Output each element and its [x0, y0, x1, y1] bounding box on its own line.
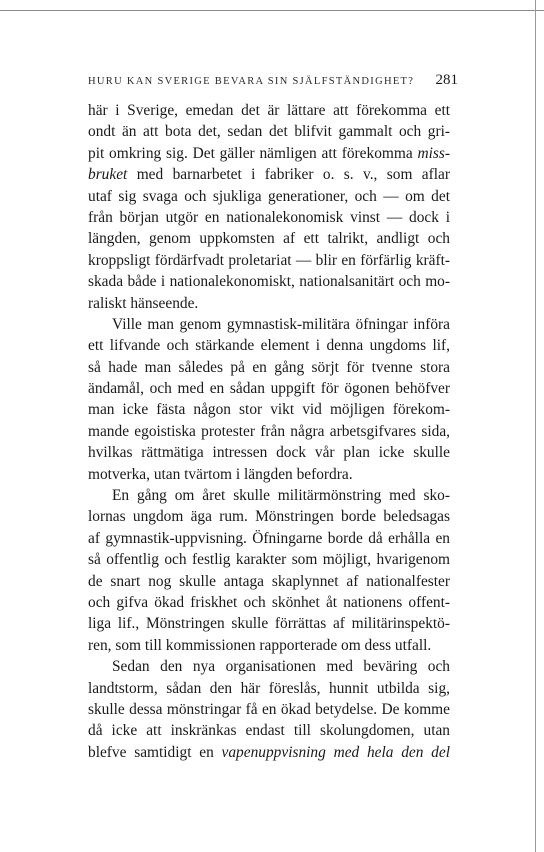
text-line: ondt än att bota det, sedan det blifvit gammalt och gri- — [88, 123, 450, 141]
text-line: kroppsligt fördärfvadt proletariat — blir en förfärlig kräft- — [88, 251, 450, 269]
text-line: så offentlig och festlig karakter som möjligt, hvarigenom — [88, 551, 450, 569]
italic-text: bruket — [88, 166, 128, 184]
text-line: och gifva ökad friskhet och skönhet åt nationens offent- — [88, 593, 450, 611]
text-line — [88, 164, 450, 185]
italic-text: miss- — [417, 144, 450, 162]
text-line: raliskt hänseende. — [88, 294, 199, 312]
italic-text: vapenuppvisning med hela den del — [221, 743, 450, 761]
text-line: då icke att inskränkas endast till skolungdomen, utan — [88, 722, 450, 740]
text-line: landtstorm, sådan den här föreslås, hunnit utbilda sig, — [88, 679, 450, 697]
text-line: Sedan den nya organisationen med beväring och — [112, 658, 450, 676]
page-number: 281 — [435, 72, 458, 88]
running-head: HURU KAN SVERIGE BEVARA SIN SJÄLFSTÄNDIGHET? — [88, 76, 415, 87]
text-line: Ville man genom gymnastisk-militära öfningar införa — [112, 315, 450, 333]
text-line: motverka, utan tvärtom i längden befordra. — [88, 465, 353, 483]
page-header — [88, 72, 458, 92]
text-line: liga lif., Mönstringen skulle förrättas af militärinspektö- — [88, 615, 450, 633]
text-segment: med barnarbetet i fabriker o. s. v., som aflar — [136, 166, 450, 184]
text-line: lornas ungdom äga rum. Mönstringen borde beledsagas — [88, 508, 450, 526]
text-segment: blefve samtidigt en — [88, 743, 214, 761]
text-line: längden, genom uppkomsten af ett talrikt, andligt och — [88, 230, 450, 248]
text-line — [88, 742, 450, 763]
text-line: ett lifvande och stärkande element i denna ungdoms lif, — [88, 337, 450, 355]
text-line: så hade man således på en gång sörjt för tvenne stora — [88, 358, 450, 376]
text-segment: pit omkring sig. Det gäller nämligen att förekomma — [88, 144, 413, 162]
text-line: man icke fästa någon stor vikt vid möjligen förekom- — [88, 401, 450, 419]
right-border-rule — [535, 0, 536, 852]
text-line: ren, som till kommissionen rapporterade om dess utfall. — [88, 636, 432, 654]
text-line: skulle dessa mönstringar få en ökad betydelse. De komme — [88, 700, 450, 718]
body-text — [88, 100, 450, 763]
text-line: ändamål, och med en sådan uppgift för ögonen behöfver — [88, 380, 450, 398]
text-line: En gång om året skulle militärmönstring med sko- — [112, 487, 450, 505]
text-line: af gymnastik-uppvisning. Öfningarne borde då erhålla en — [88, 529, 450, 547]
text-line: de snart nog skulle antaga skaplynnet af nationalfester — [88, 572, 450, 590]
text-line: här i Sverige, emedan det är lättare att förekomma ett — [88, 102, 450, 119]
text-line — [88, 143, 450, 164]
top-border-rule — [0, 10, 544, 11]
text-line: hvilkas rättmätiga intressen dock vår plan icke skulle — [88, 444, 450, 462]
text-line: mande egoistiska protester från några arbetsgifvares sida, — [88, 422, 450, 440]
text-line: från början utgör en nationalekonomisk vinst — dock i — [88, 208, 450, 226]
text-line: utaf sig svaga och sjukliga generationer, och — om det — [88, 187, 450, 205]
text-line: skada både i nationalekonomiskt, nationalsanitärt och mo- — [88, 273, 450, 291]
